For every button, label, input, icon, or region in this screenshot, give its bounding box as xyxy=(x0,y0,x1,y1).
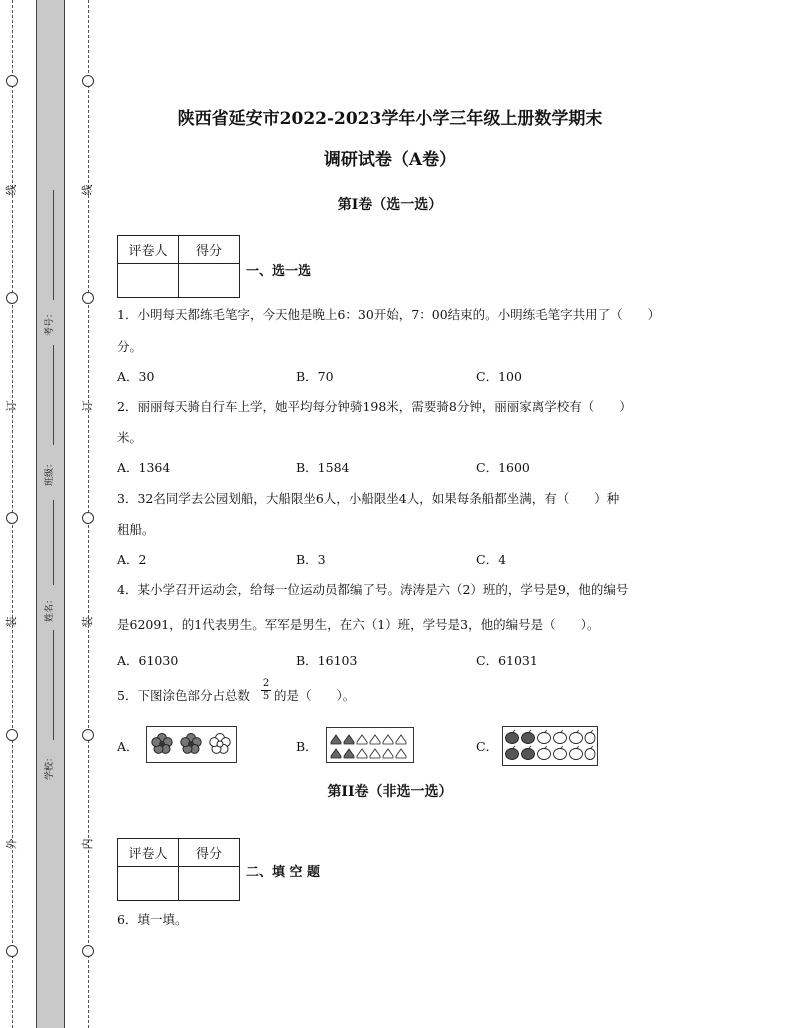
q5-option-c[interactable]: C． xyxy=(476,739,499,754)
flower-icon-white xyxy=(210,734,230,754)
name-label: 姓名： xyxy=(45,594,55,622)
binding-hole xyxy=(82,292,94,304)
outer-margin-char: 线 xyxy=(5,184,18,196)
school-label: 学校： xyxy=(45,752,55,780)
fraction-denominator: 5 xyxy=(262,691,270,702)
binding-hole xyxy=(6,512,18,524)
outer-margin-char: 装 xyxy=(5,616,18,628)
q5-option-b[interactable]: B． xyxy=(296,739,318,754)
grader-cell[interactable] xyxy=(118,264,179,298)
binding-band xyxy=(36,0,65,1028)
class-line[interactable] xyxy=(53,345,54,445)
house-icons-white xyxy=(357,735,406,758)
class-label: 班级： xyxy=(45,458,55,486)
question-3-line1: 3．32名同学去公园划船，大船限坐6人，小船限坐4人，如果每条船都坐满，有（ ）种 xyxy=(117,491,620,506)
grader-cell[interactable] xyxy=(118,867,179,901)
grader-header: 评卷人 xyxy=(118,839,179,867)
question-1-line2: 分。 xyxy=(117,339,143,354)
question-5-text-pre: 5．下图涂色部分占总数 xyxy=(117,688,250,703)
binding-hole xyxy=(82,945,94,957)
part2-heading: 第II卷（非选一选） xyxy=(327,784,453,800)
house-icons-shaded xyxy=(331,735,354,758)
house-icons xyxy=(327,728,413,762)
q2-option-c[interactable]: C．1600 xyxy=(476,460,530,475)
q5-picture-c[interactable] xyxy=(502,726,598,766)
q1-option-b[interactable]: B．70 xyxy=(296,369,334,384)
binding-hole xyxy=(82,512,94,524)
outer-margin-char: 外 xyxy=(5,838,18,850)
binding-hole xyxy=(6,75,18,87)
part1-heading: 第I卷（选一选） xyxy=(337,197,443,213)
question-2-line2: 米。 xyxy=(117,430,143,445)
fruit-icons-white xyxy=(538,733,596,760)
school-line[interactable] xyxy=(53,630,54,740)
score-header: 得分 xyxy=(179,236,240,264)
q5-picture-b[interactable] xyxy=(326,727,414,763)
exam-number-line[interactable] xyxy=(53,190,54,300)
fraction-numerator: 2 xyxy=(262,678,270,689)
grader-score-table xyxy=(117,235,240,298)
flower-icons xyxy=(147,727,236,762)
q3-option-a[interactable]: A．2 xyxy=(117,552,147,567)
question-6: 6．填一填。 xyxy=(117,912,188,927)
binding-hole xyxy=(82,75,94,87)
q4-option-a[interactable]: A．61030 xyxy=(117,653,179,668)
section-title-choice: 一、选一选 xyxy=(246,264,312,279)
q2-option-a[interactable]: A．1364 xyxy=(117,460,171,475)
binding-hole xyxy=(6,945,18,957)
q5-option-a[interactable]: A． xyxy=(117,739,139,754)
name-line[interactable] xyxy=(53,500,54,585)
score-header: 得分 xyxy=(179,839,240,867)
q3-option-b[interactable]: B．3 xyxy=(296,552,326,567)
q4-option-b[interactable]: B．16103 xyxy=(296,653,358,668)
q5-picture-a[interactable] xyxy=(146,726,237,763)
q2-option-b[interactable]: B．1584 xyxy=(296,460,350,475)
inner-margin-char: 装 xyxy=(81,616,94,628)
fraction-two-fifths xyxy=(261,679,271,702)
binding-hole xyxy=(6,729,18,741)
binding-hole xyxy=(82,729,94,741)
exam-number-label: 考号： xyxy=(45,308,55,336)
question-5-text-post: 的是（ ）。 xyxy=(274,688,356,703)
q1-option-a[interactable]: A．30 xyxy=(117,369,155,384)
q4-option-c[interactable]: C．61031 xyxy=(476,653,538,668)
question-2-line1: 2．丽丽每天骑自行车上学，她平均每分钟骑198米，需要骑8分钟，丽丽家离学校有（ ） xyxy=(117,399,632,414)
section-title-fill-blank: 二、填 空 题 xyxy=(246,865,321,880)
inner-margin-char: 线 xyxy=(81,184,94,196)
question-4-line1: 4．某小学召开运动会，给每一位运动员都编了号。涛涛是六（2）班的，学号是9，他的编号 xyxy=(117,582,629,597)
score-cell[interactable] xyxy=(179,867,240,901)
exam-title-line2: 调研试卷（A卷） xyxy=(323,150,457,170)
fruit-icons-shaded xyxy=(506,733,535,760)
exam-title-line1: 陕西省延安市2022-2023学年小学三年级上册数学期末 xyxy=(177,109,603,129)
q1-option-c[interactable]: C．100 xyxy=(476,369,522,384)
score-cell[interactable] xyxy=(179,264,240,298)
fruit-icons xyxy=(503,727,597,765)
inner-margin-char: 订 xyxy=(81,400,94,412)
question-3-line2: 租船。 xyxy=(117,522,155,537)
flower-icon-shaded xyxy=(152,734,172,754)
binding-hole xyxy=(6,292,18,304)
question-4-line2: 是62091，的1代表男生。军军是男生，在六（1）班，学号是3，他的编号是（ ）。 xyxy=(117,617,600,632)
q3-option-c[interactable]: C．4 xyxy=(476,552,507,567)
question-1-line1: 1．小明每天都练毛笔字，今天他是晚上6：30开始，7：00结束的。小明练毛笔字共用了（ ） xyxy=(117,307,661,322)
flower-icon-shaded xyxy=(181,734,201,754)
grader-header: 评卷人 xyxy=(118,236,179,264)
inner-margin-char: 内 xyxy=(81,838,94,850)
outer-margin-char: 订 xyxy=(5,400,18,412)
grader-score-table-2 xyxy=(117,838,240,901)
